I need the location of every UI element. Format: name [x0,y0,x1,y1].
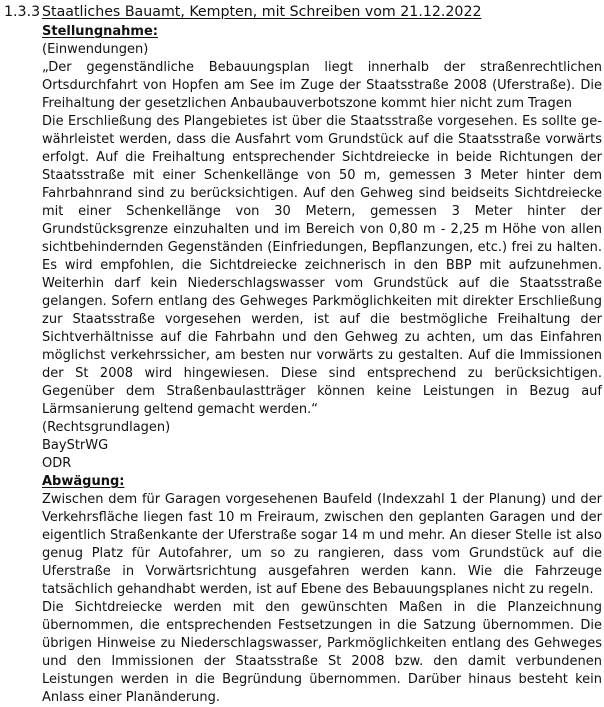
section-title: Staatliches Bauamt, Kempten, mit Schreiben vom 21.12.2022 [42,4,482,20]
einwendungen-label: (Einwendungen) [42,42,149,57]
quote-paragraph-2: Die Erschließung des Plangebietes ist über die Staatsstraße vorgesehen. Es sollte gewährleistet werden, dass die Ausfahrt vom Grundstück auf die Staatsstraße vorwärts erfolgt. Auf die Freihaltung entsprechender Sichtdreiecke in beide Richtungen der Staatsstraße mit einer Schenkellänge von 50 m, gemessen 3 Meter hinter dem Fahrbahnrand sind zu berücksichtigen. Auf den Gehweg sind beidseits Sichtdreiecke mit einer Schenkellänge von 30 Metern, gemessen 3 Meter hinter der Grundstücksgrenze einzuhalten und im Bereich von 0,80 m - 2,25 m Höhe von allen sichtbehindernden Gegenständen (Einfriedungen, Bepflanzungen, etc.) frei zu halten. Es wird empfohlen, die Sichtdreiecke zeichnerisch in den BBP mit aufzunehmen. Weiterhin darf kein Niederschlagswasser vom Grundstück auf die Staatsstraße gelangen. Sofern entlang des Gehweges Parkmöglichkeiten mit direkter Erschließung zur Staatsstraße vorgesehen werden, ist auf die bestmögliche Freihaltung der Sichtverhältnisse auf die Fahrbahn und den Gehweg zu achten, um das Einfahren möglichst verkehrssicher, am besten nur vorwärts zu gestalten. Auf die Immissionen der St 2008 wird hingewiesen. Diese sind entsprechend zu berücksichtigen. Gegenüber dem Straßenbaulastträger können keine Leistungen in Bezug auf Lärmsanierung geltend gemacht werden.“ [42,114,602,417]
rechtsgrundlage-odr: ODR [42,456,72,471]
section-heading [4,3,600,23]
quote-paragraph-1: „Der gegenständliche Bebauungsplan liegt innerhalb der straßenrechtlichen Ortsdurchfahrt von Hopfen am See im Zuge der Staatsstraße 2008 (Uferstraße). Die Freihaltung der gesetzlichen Anbaubauverbotszone kommt hier nicht zum Tragen [42,60,602,111]
rechtsgrundlagen-label: (Rechtsgrundlagen) [42,420,171,435]
rechtsgrundlage-baystrwg: BayStrWG [42,438,109,453]
section-body [42,23,602,707]
abwaegung-label: Abwägung: [42,474,125,489]
abwaegung-paragraph-2: Die Sichtdreiecke werden mit den gewünschten Maßen in die Planzeichnung übernommen, die entsprechenden Festsetzungen in die Satzung übernommen. Die übrigen Hinweise zu Niederschlagswasser, Parkmöglichkeiten entlang des Gehweges und den Immissionen der Staatsstraße St 2008 bzw. den damit verbundenen Leistungen werden in die Begründung übernommen. Darüber hinaus besteht kein Anlass einer Planänderung. [42,600,602,705]
abwaegung-paragraph-1: Zwischen dem für Garagen vorgesehenen Baufeld (Indexzahl 1 der Planung) und der Verkehrsfläche liegen fast 10 m Freiraum, zwischen den geplanten Garagen und der eigentlich Straßenkante der Uferstraße sogar 14 m und mehr. An dieser Stelle ist also genug Platz für Autofahrer, um so zu rangieren, dass vom Grundstück auf die Uferstraße in Vorwärtsrichtung ausgefahren werden kann. Wie die Fahrzeuge tatsächlich gehandhabt werden, ist auf Ebene des Bebauungsplanes nicht zu regeln. [42,492,602,597]
stellungnahme-label: Stellungnahme: [42,24,158,39]
section-number: 1.3.3 [4,4,41,20]
